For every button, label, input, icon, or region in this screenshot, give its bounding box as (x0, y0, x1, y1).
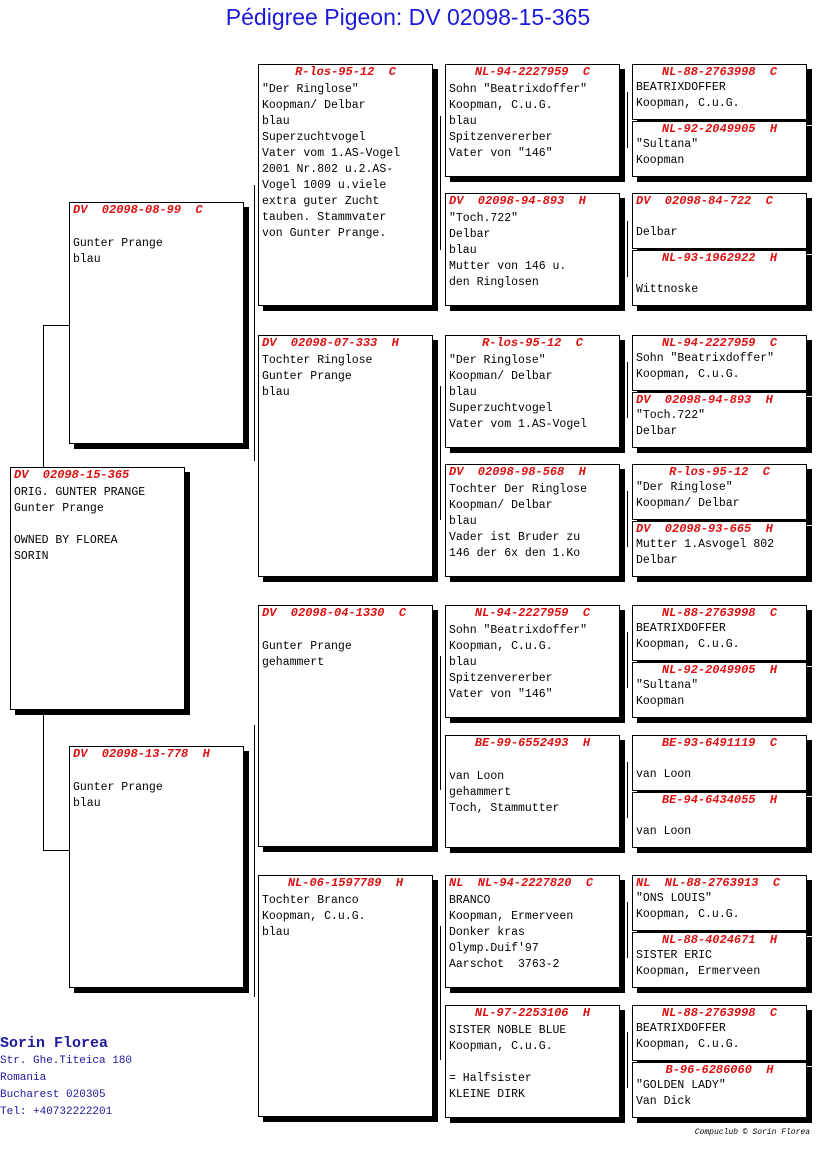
ring-number: NL-88-2763998 C (661, 65, 778, 79)
connector-line (440, 656, 441, 790)
pigeon-gen4-15 (632, 1005, 807, 1061)
pigeon-gen3-1 (445, 64, 620, 177)
pigeon-description: Gunter Prange blau (73, 237, 163, 266)
ring-number: DV 02098-13-778 H (73, 747, 210, 761)
pigeon-sire-sire (258, 64, 433, 306)
pigeon-gen4-3 (632, 193, 807, 249)
pigeon-gen3-3 (445, 335, 620, 448)
pigeon-description: Tochter Branco Koopman, C.u.G. blau (262, 894, 366, 939)
owner-name: Sorin Florea (0, 1035, 109, 1052)
connector-line (254, 185, 255, 461)
ring-number: DV 02098-98-568 H (449, 465, 586, 479)
ring-number: NL-97-2253106 H (474, 1006, 591, 1020)
pigeon-description: Delbar (636, 226, 678, 239)
ring-number: NL-06-1597789 H (287, 876, 404, 890)
pigeon-gen4-16 (632, 1062, 807, 1118)
pigeon-description: "Sultana" Koopman (636, 138, 699, 167)
ring-number: NL-88-4024671 H (661, 933, 778, 947)
pigeon-description: BEATRIXDOFFER Koopman, C.u.G. (636, 81, 740, 110)
pigeon-description: Wittnoske (636, 283, 699, 296)
pigeon-gen4-11 (632, 735, 807, 791)
ring-number: B-96-6286060 H (665, 1063, 774, 1077)
ring-number: NL NL-88-2763913 C (636, 876, 781, 890)
pigeon-description: "Toch.722" Delbar blau Mutter von 146 u. den Ringlosen (449, 212, 567, 289)
owner-info (0, 1035, 132, 1121)
pigeon-gen4-2 (632, 121, 807, 177)
pigeon-gen4-4 (632, 250, 807, 306)
pigeon-gen4-7 (632, 464, 807, 520)
ring-number: NL NL-94-2227820 C (449, 876, 594, 890)
ring-number: DV 02098-07-333 H (262, 336, 399, 350)
connector-line (43, 850, 70, 851)
pigeon-description: Sohn "Beatrixdoffer" Koopman, C.u.G. (636, 352, 775, 381)
ring-number: NL-94-2227959 C (661, 336, 778, 350)
ring-number: BE-99-6552493 H (474, 736, 591, 750)
pigeon-description: Tochter Ringlose Gunter Prange blau (262, 354, 373, 399)
pigeon-description: "Sultana" Koopman (636, 679, 699, 708)
owner-country: Romania (0, 1072, 47, 1084)
pigeon-description: BRANCO Koopman, Ermerveen Donker kras Olymp.Duif'97 Aarschot 3763-2 (449, 894, 574, 971)
connector-line (627, 92, 628, 148)
pigeon-description: SISTER NOBLE BLUE Koopman, C.u.G. = Halfsister KLEINE DIRK (449, 1024, 567, 1101)
ring-number: NL-92-2049905 H (661, 663, 778, 677)
pigeon-description: Gunter Prange gehammert (262, 640, 352, 669)
connector-line (627, 762, 628, 818)
pigeon-gen4-1 (632, 64, 807, 120)
connector-line (440, 116, 441, 250)
pigeon-description: "GOLDEN LADY" Van Dick (636, 1079, 726, 1108)
pigeon-description: "ONS LOUIS" Koopman, C.u.G. (636, 892, 740, 921)
pigeon-gen4-6 (632, 392, 807, 448)
ring-number: DV 02098-15-365 (14, 468, 130, 482)
pigeon-gen4-13 (632, 875, 807, 931)
pigeon-gen3-4 (445, 464, 620, 577)
pigeon-description: "Der Ringlose" Koopman/ Delbar blau Superzuchtvogel Vater vom 1.AS-Vogel 2001 Nr.802 u.2.AS- Vogel 1009 u.viele extra guter Zucht tauben. Stammvater von Gunter Prange. (262, 83, 401, 240)
pigeon-description: Sohn "Beatrixdoffer" Koopman, C.u.G. blau Spitzenvererber Vater von "146" (449, 83, 588, 160)
ring-number: NL-93-1962922 H (661, 251, 778, 265)
ring-number: R-los-95-12 C (669, 465, 770, 479)
pigeon-gen4-12 (632, 792, 807, 848)
pigeon-gen4-10 (632, 662, 807, 718)
ring-number: NL-88-2763998 C (661, 606, 778, 620)
pigeon-dam (69, 746, 244, 988)
connector-line (440, 926, 441, 1060)
pigeon-description: Sohn "Beatrixdoffer" Koopman, C.u.G. blau Spitzenvererber Vater von "146" (449, 624, 588, 701)
pigeon-gen4-14 (632, 932, 807, 988)
ring-number: DV 02098-08-99 C (73, 203, 203, 217)
connector-line (627, 902, 628, 958)
ring-number: DV 02098-93-665 H (636, 522, 773, 536)
pigeon-sire (69, 202, 244, 444)
pigeon-description: van Loon gehammert Toch, Stammutter (449, 770, 560, 815)
ring-number: BE-93-6491119 C (661, 736, 778, 750)
ring-number: R-los-95-12 C (295, 65, 396, 79)
pigeon-description: van Loon (636, 825, 692, 838)
pigeon-gen3-5 (445, 605, 620, 718)
ring-number: NL-92-2049905 H (661, 122, 778, 136)
pigeon-dam-dam (258, 875, 433, 1117)
pigeon-dam-sire (258, 605, 433, 847)
pigeon-description: ORIG. GUNTER PRANGE Gunter Prange OWNED BY FLOREA SORIN (14, 486, 146, 563)
pigeon-sire-dam (258, 335, 433, 577)
pigeon-description: Mutter 1.Asvogel 802 Delbar (636, 538, 775, 567)
pigeon-subject (10, 467, 185, 710)
connector-line (43, 325, 70, 326)
ring-number: DV 02098-94-893 H (636, 393, 773, 407)
pigeon-description: "Der Ringlose" Koopman/ Delbar (636, 481, 740, 510)
connector-line (627, 362, 628, 418)
ring-number: NL-94-2227959 C (474, 65, 591, 79)
pigeon-gen4-8 (632, 521, 807, 577)
pigeon-gen3-7 (445, 875, 620, 988)
pigeon-gen3-6 (445, 735, 620, 848)
pigeon-gen3-2 (445, 193, 620, 306)
ring-number: DV 02098-84-722 C (636, 194, 773, 208)
pigeon-description: "Der Ringlose" Koopman/ Delbar blau Superzuchtvogel Vater vom 1.AS-Vogel (449, 354, 588, 431)
connector-line (627, 491, 628, 547)
owner-city: Bucharest 020305 (0, 1089, 106, 1101)
pigeon-description: BEATRIXDOFFER Koopman, C.u.G. (636, 1022, 740, 1051)
pigeon-description: "Toch.722" Delbar (636, 409, 706, 438)
owner-street: Str. Ghe.Titeica 180 (0, 1055, 133, 1067)
pigeon-gen4-5 (632, 335, 807, 391)
connector-line (627, 1032, 628, 1088)
pigeon-gen3-8 (445, 1005, 620, 1118)
connector-line (627, 632, 628, 688)
pigeon-description: BEATRIXDOFFER Koopman, C.u.G. (636, 622, 740, 651)
connector-line (254, 725, 255, 997)
footer-credit: Compuclub © Sorin Florea (694, 1128, 810, 1137)
ring-number: NL-88-2763998 C (661, 1006, 778, 1020)
pigeon-description: SISTER ERIC Koopman, Ermerveen (636, 949, 761, 978)
ring-number: R-los-95-12 C (482, 336, 583, 350)
ring-number: DV 02098-94-893 H (449, 194, 586, 208)
pigeon-gen4-9 (632, 605, 807, 661)
ring-number: NL-94-2227959 C (474, 606, 591, 620)
pigeon-description: van Loon (636, 768, 692, 781)
connector-line (440, 386, 441, 520)
ring-number: BE-94-6434055 H (661, 793, 778, 807)
pigeon-description: Tochter Der Ringlose Koopman/ Delbar blau Vader ist Bruder zu 146 der 6x den 1.Ko (449, 483, 588, 560)
connector-line (627, 221, 628, 277)
owner-phone: Tel: +40732222201 (0, 1106, 113, 1118)
pigeon-description: Gunter Prange blau (73, 781, 163, 810)
page-title: Pédigree Pigeon: DV 02098-15-365 (225, 4, 591, 30)
ring-number: DV 02098-04-1330 C (262, 606, 407, 620)
